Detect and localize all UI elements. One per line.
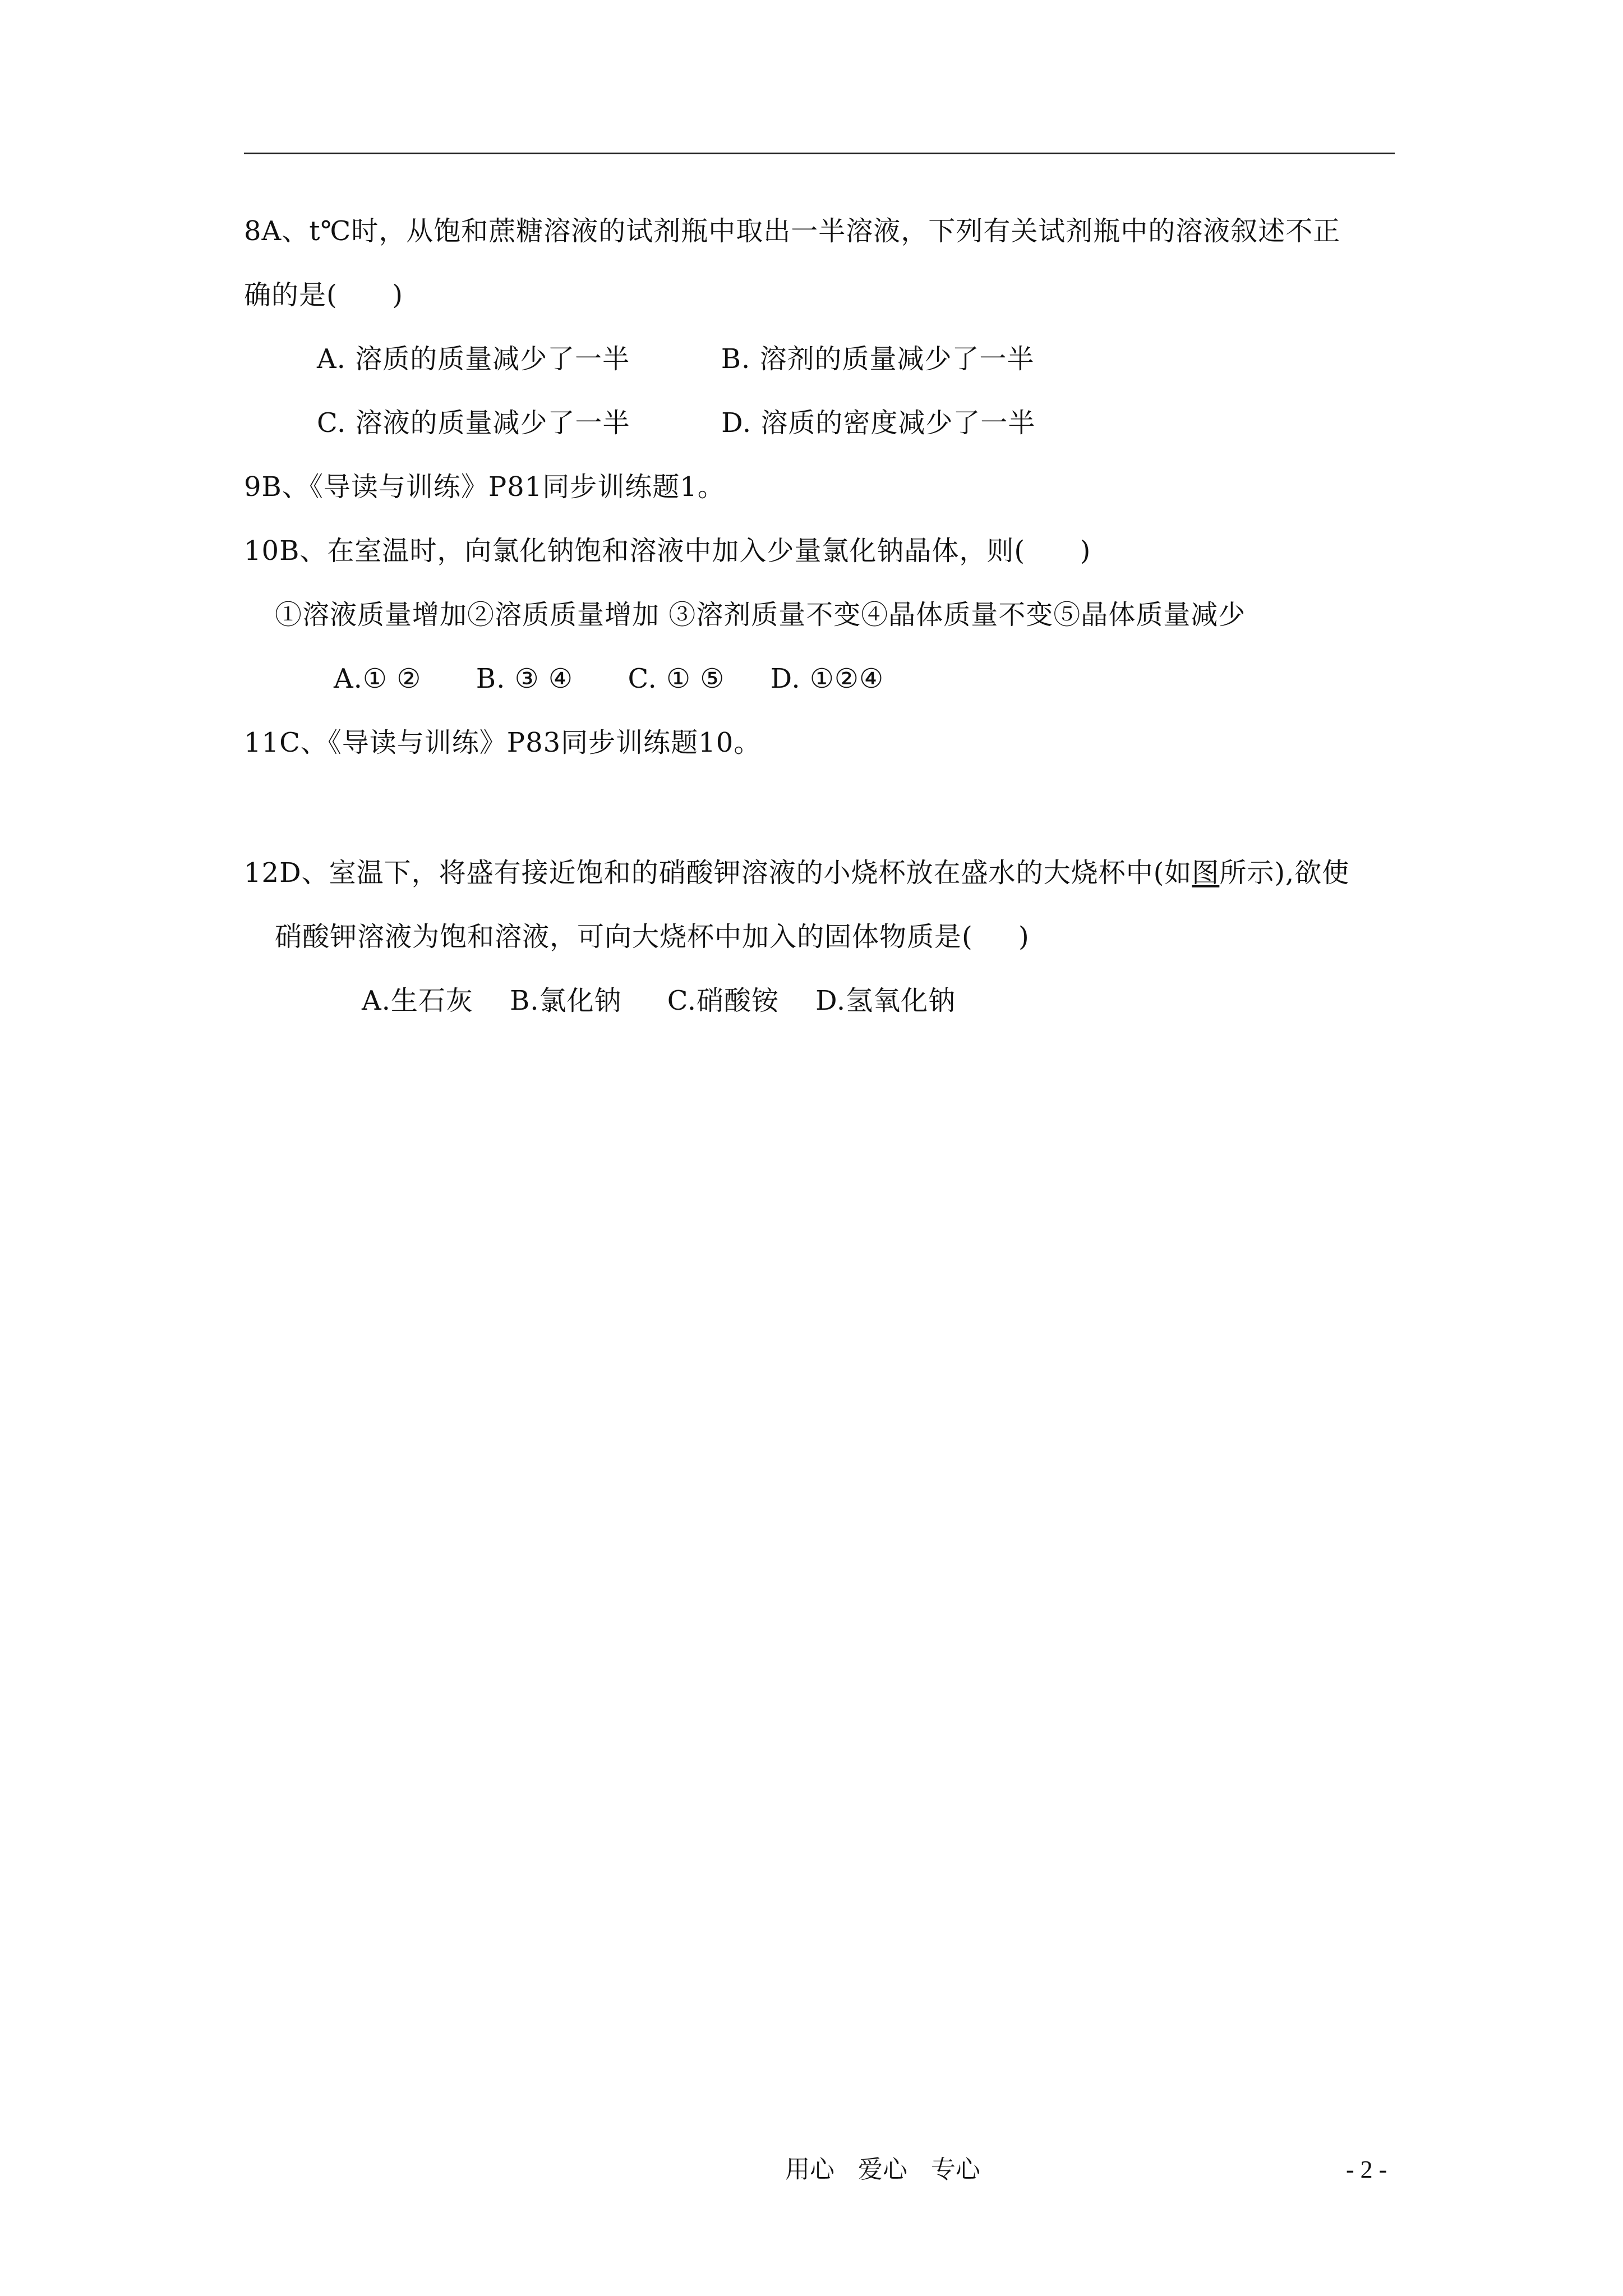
footer-motto: 用心 爱心 专心 bbox=[785, 2155, 980, 2184]
q12-stem-line2: 硝酸钾溶液为饱和溶液，可向大烧杯中加入的固体物质是( ) bbox=[275, 921, 1030, 953]
q10-options: A.① ② B. ③ ④ C. ① ⑤ D. ①②④ bbox=[334, 663, 884, 694]
q9-stem: 9B、《导读与训练》P81同步训练题1。 bbox=[244, 471, 725, 503]
q11-stem: 11C、《导读与训练》P83同步训练题10。 bbox=[244, 727, 762, 758]
header-rule bbox=[244, 153, 1395, 154]
q12-figure-reference: 图 bbox=[1192, 857, 1220, 889]
q12-options: A.生石灰 B.氯化钠 C.硝酸铵 D.氢氧化钠 bbox=[362, 985, 956, 1016]
q12-stem-after: 所示),欲使 bbox=[1219, 857, 1350, 889]
q12-stem-line1 bbox=[244, 856, 1349, 890]
q8-options-row1: A. 溶质的质量减少了一半 B. 溶剂的质量减少了一半 bbox=[317, 343, 1035, 375]
q8-stem-line1: 8A、t℃时，从饱和蔗糖溶液的试剂瓶中取出一半溶液，下列有关试剂瓶中的溶液叙述不正 bbox=[244, 215, 1341, 247]
page-number: - 2 - bbox=[1346, 2156, 1387, 2183]
q10-stem-line1: 10B、在室温时，向氯化钠饱和溶液中加入少量氯化钠晶体，则( ) bbox=[244, 535, 1091, 567]
q12-stem-before: 12D、室温下，将盛有接近饱和的硝酸钾溶液的小烧杯放在盛水的大烧杯中(如 bbox=[244, 857, 1192, 889]
q8-options-row2: C. 溶液的质量减少了一半 D. 溶质的密度减少了一半 bbox=[317, 407, 1036, 439]
q8-stem-line2: 确的是( ) bbox=[244, 279, 404, 311]
q10-statements: ①溶液质量增加②溶质质量增加 ③溶剂质量不变④晶体质量不变⑤晶体质量减少 bbox=[275, 599, 1246, 631]
